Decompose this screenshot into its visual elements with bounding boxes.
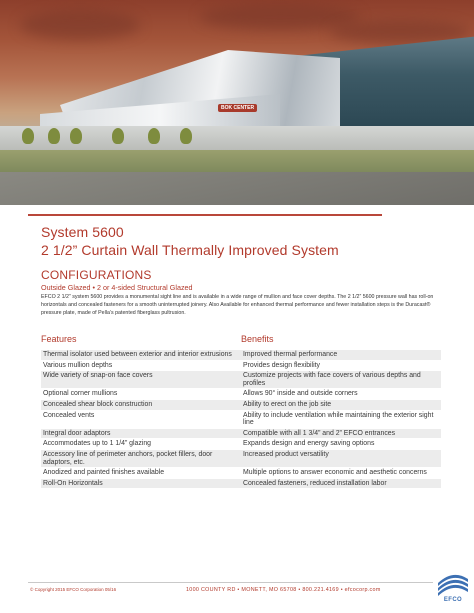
contact-address: 1000 COUNTY RD • MONETT, MO 65708 • 800.221.4169 • efcocorp.com xyxy=(186,587,381,593)
feature-cell: Concealed vents xyxy=(43,411,95,419)
feature-cell: Optional corner mullions xyxy=(43,390,118,398)
feature-cell: Anodized and painted finishes available xyxy=(43,469,165,477)
tree-icon xyxy=(180,128,192,144)
efco-logo-text: EFCO xyxy=(443,597,463,603)
feature-cell: Concealed shear block construction xyxy=(43,400,153,408)
table-row xyxy=(41,371,441,389)
table-row xyxy=(41,411,441,429)
arena-sign: BOK CENTER xyxy=(218,104,257,112)
configurations-subheading: Outside Glazed • 2 or 4-sided Structural Glazed xyxy=(41,283,193,292)
configurations-description: EFCO 2 1/2” system 5600 provides a monumental sight line and is available in a wide range of mullion and face cover depths. The 2 1/2” 5600 pressure wall has roll-on horizontals and concealed fasteners for a smooth uninterrupted joinery. Also Available for enhanced thermal performance and fewer installation steps is the Duracast® pressure plate, made of Pella’s patented fiberglass pultrusion. xyxy=(41,294,434,317)
features-header: Features xyxy=(41,334,77,344)
benefit-cell: Ability to erect on the job site xyxy=(243,400,332,408)
benefit-cell: Improved thermal performance xyxy=(243,351,338,358)
feature-cell: Accessory line of perimeter anchors, pocket fillers, door adaptors, etc. xyxy=(43,450,213,466)
configurations-heading: CONFIGURATIONS xyxy=(41,268,152,282)
table-row xyxy=(41,361,441,372)
page-title: System 5600 xyxy=(41,224,124,240)
benefit-cell: Ability to include ventilation while maintaining the exterior sight line xyxy=(243,411,434,427)
table-row xyxy=(41,350,441,361)
benefit-cell: Provides design flexibility xyxy=(243,361,320,369)
feature-cell: Thermal isolator used between exterior and interior extrusions xyxy=(43,351,232,358)
footer-rule xyxy=(28,582,433,583)
hero-photo xyxy=(0,0,474,205)
page-subtitle: 2 1/2” Curtain Wall Thermally Improved System xyxy=(41,242,339,258)
tree-icon xyxy=(70,128,82,144)
feature-cell: Wide variety of snap-on face covers xyxy=(43,372,153,380)
tree-icon xyxy=(22,128,34,144)
table-row xyxy=(41,468,441,479)
tree-icon xyxy=(112,128,124,144)
tree-icon xyxy=(48,128,60,144)
tree-icon xyxy=(148,128,160,144)
benefit-cell: Multiple options to answer economic and aesthetic concerns xyxy=(243,469,427,477)
feature-cell: Roll-On Horizontals xyxy=(43,479,103,487)
benefits-header: Benefits xyxy=(241,334,274,344)
table-row xyxy=(41,429,441,440)
feature-cell: Integral door adaptors xyxy=(43,429,111,437)
feature-cell: Accommodates up to 1 1/4” glazing xyxy=(43,440,152,448)
benefit-cell: Increased product versatility xyxy=(243,450,329,458)
road xyxy=(0,172,474,205)
table-row xyxy=(41,479,441,490)
features-table xyxy=(41,350,441,489)
benefit-cell: Allows 90° inside and outside corners xyxy=(243,390,358,398)
table-row xyxy=(41,439,441,450)
feature-cell: Various mullion depths xyxy=(43,361,113,369)
title-rule xyxy=(28,214,382,216)
benefit-cell: Compatible with all 1 3/4” and 2” EFCO entrances xyxy=(243,429,396,437)
table-row xyxy=(41,450,441,468)
table-row xyxy=(41,400,441,411)
benefit-cell: Concealed fasteners, reduced installation labor xyxy=(243,479,387,487)
benefit-cell: Customize projects with face covers of various depths and profiles xyxy=(243,372,421,387)
copyright-text: © Copyright 2015 EFCO Corporation 05/16 xyxy=(30,587,117,592)
table-row xyxy=(41,389,441,400)
benefit-cell: Expands design and energy saving options xyxy=(243,440,375,448)
